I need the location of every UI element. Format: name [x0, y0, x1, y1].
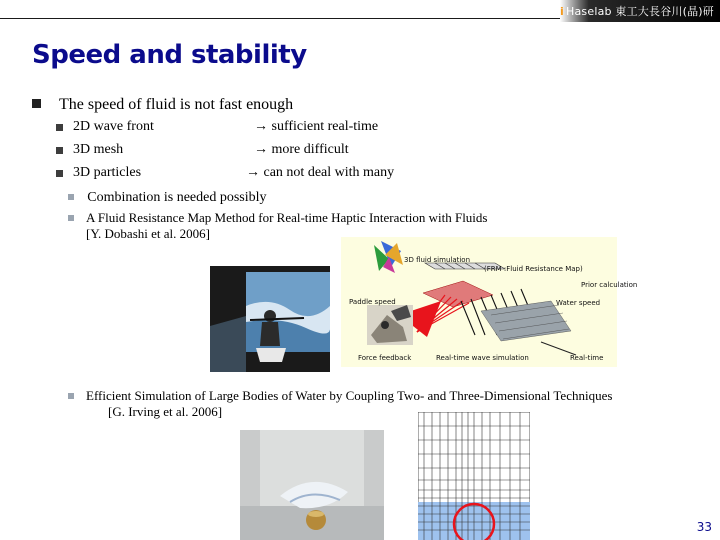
bullet-square-icon [68, 393, 74, 399]
fluid-sim-thumbnail [371, 237, 407, 277]
list-item-left: 3D mesh [73, 142, 124, 157]
list-item-left: 2D wave front [73, 119, 154, 134]
list-item-right: → more difficult [254, 142, 349, 157]
label-cfd: 3D fluid simulation [404, 256, 471, 264]
list-item-right: → can not deal with many [246, 165, 395, 180]
lab-name-text: Haselab 東工大長谷川(晶)研 [566, 5, 714, 18]
bullet-square-icon [68, 215, 74, 221]
water-box-photo [240, 430, 384, 540]
sub-item-ref2 [68, 388, 708, 420]
list-item [56, 119, 379, 136]
header-rule [0, 18, 560, 19]
label-wave-sim: Real-time wave simulation [436, 354, 529, 362]
list-item-left: 3D particles [73, 165, 142, 180]
bullet-square-icon [68, 194, 74, 200]
page-number: 33 [696, 520, 712, 534]
ref2-citation: [G. Irving et al. 2006] [108, 404, 223, 419]
bullet-main-text: The speed of fluid is not fast enough [59, 96, 294, 113]
label-water-speed: Water speed [556, 299, 601, 307]
kayak-photo [210, 266, 330, 372]
sub-item-combination: Combination is needed possibly [68, 189, 267, 206]
ref2-title: Efficient Simulation of Large Bodies of Water by Coupling Two- and Three-Dimensional Techniques [86, 388, 613, 403]
label-frm: (FRM :Fluid Resistance Map) [484, 265, 583, 273]
header-bar [560, 0, 720, 22]
ref1-citation: [Y. Dobashi et al. 2006] [86, 226, 210, 241]
lab-logo-icon: i [560, 5, 565, 18]
bullet-square-icon [56, 170, 63, 177]
paddle-thumbnail [367, 305, 413, 345]
bullet-square-icon [32, 99, 41, 108]
slide-title: Speed and stability [32, 40, 307, 70]
label-force-feedback: Force feedback [358, 354, 412, 362]
list-item [56, 165, 395, 182]
adaptive-grid-figure [418, 412, 530, 540]
label-realtime: Real-time [570, 354, 604, 362]
list-item-right: → sufficient real-time [254, 119, 379, 134]
wave-surface-icon [481, 301, 571, 341]
bullet-square-icon [56, 147, 63, 154]
label-paddle-speed: Paddle speed [349, 298, 396, 306]
red-grid-icon [423, 281, 493, 307]
list-item [56, 142, 349, 159]
header-lab-name [560, 3, 714, 19]
label-prior-calc: Prior calculation [581, 281, 638, 289]
bullet-square-icon [56, 124, 63, 131]
ref1-title: A Fluid Resistance Map Method for Real-time Haptic Interaction with Fluids [86, 210, 488, 225]
bullet-main [32, 96, 293, 114]
